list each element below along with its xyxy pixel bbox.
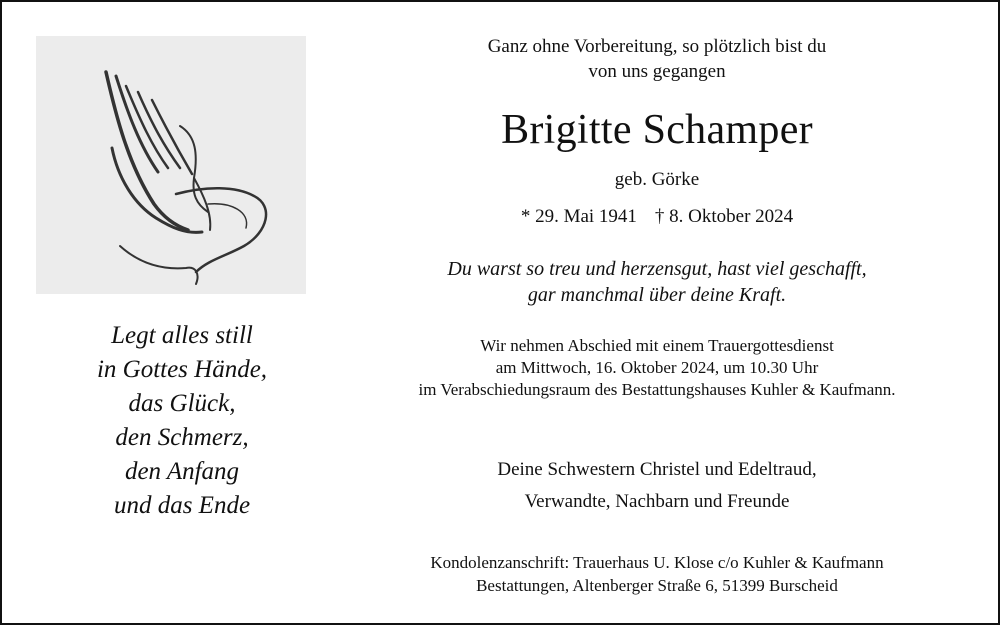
ceremony-line: Wir nehmen Abschied mit einem Trauergottesdienst bbox=[480, 336, 834, 355]
praying-hands-image bbox=[36, 36, 306, 294]
poem-line: das Glück, bbox=[128, 390, 236, 417]
quote-line: Du warst so treu und herzensgut, hast viel geschafft, bbox=[447, 258, 867, 280]
deceased-name: Brigitte Schamper bbox=[501, 107, 813, 153]
ceremony-line: im Verabschiedungsraum des Bestattungshauses Kuhler & Kaufmann. bbox=[418, 380, 896, 399]
intro-line: von uns gegangen bbox=[588, 61, 726, 82]
intro-text bbox=[342, 34, 972, 84]
death-date: † 8. Oktober 2024 bbox=[654, 206, 794, 227]
maiden-name: geb. Görke bbox=[614, 169, 700, 190]
poem-line: und das Ende bbox=[113, 492, 251, 519]
mourners bbox=[342, 454, 972, 518]
memorial-quote bbox=[342, 256, 972, 308]
intro-line: Ganz ohne Vorbereitung, so plötzlich bist du bbox=[487, 36, 827, 57]
poem bbox=[42, 319, 322, 523]
mourners-line: Deine Schwestern Christel und Edeltraud, bbox=[497, 459, 817, 480]
mourners-line: Verwandte, Nachbarn und Freunde bbox=[524, 491, 790, 512]
praying-hands-icon bbox=[36, 36, 306, 294]
condolence-address bbox=[342, 551, 972, 597]
birth-date: * 29. Mai 1941 bbox=[520, 206, 637, 227]
address-line: Bestattungen, Altenberger Straße 6, 51399 Burscheid bbox=[476, 576, 838, 595]
ceremony-details bbox=[342, 335, 972, 401]
poem-line: Legt alles still bbox=[111, 322, 253, 349]
ceremony-line: am Mittwoch, 16. Oktober 2024, um 10.30 Uhr bbox=[495, 358, 819, 377]
quote-line: gar manchmal über deine Kraft. bbox=[527, 284, 787, 306]
life-dates bbox=[342, 204, 972, 230]
address-line: Kondolenzanschrift: Trauerhaus U. Klose c/o Kuhler & Kaufmann bbox=[430, 553, 884, 572]
poem-line: den Anfang bbox=[124, 458, 240, 485]
poem-line: in Gottes Hände, bbox=[96, 356, 268, 383]
poem-line: den Schmerz, bbox=[115, 424, 249, 451]
